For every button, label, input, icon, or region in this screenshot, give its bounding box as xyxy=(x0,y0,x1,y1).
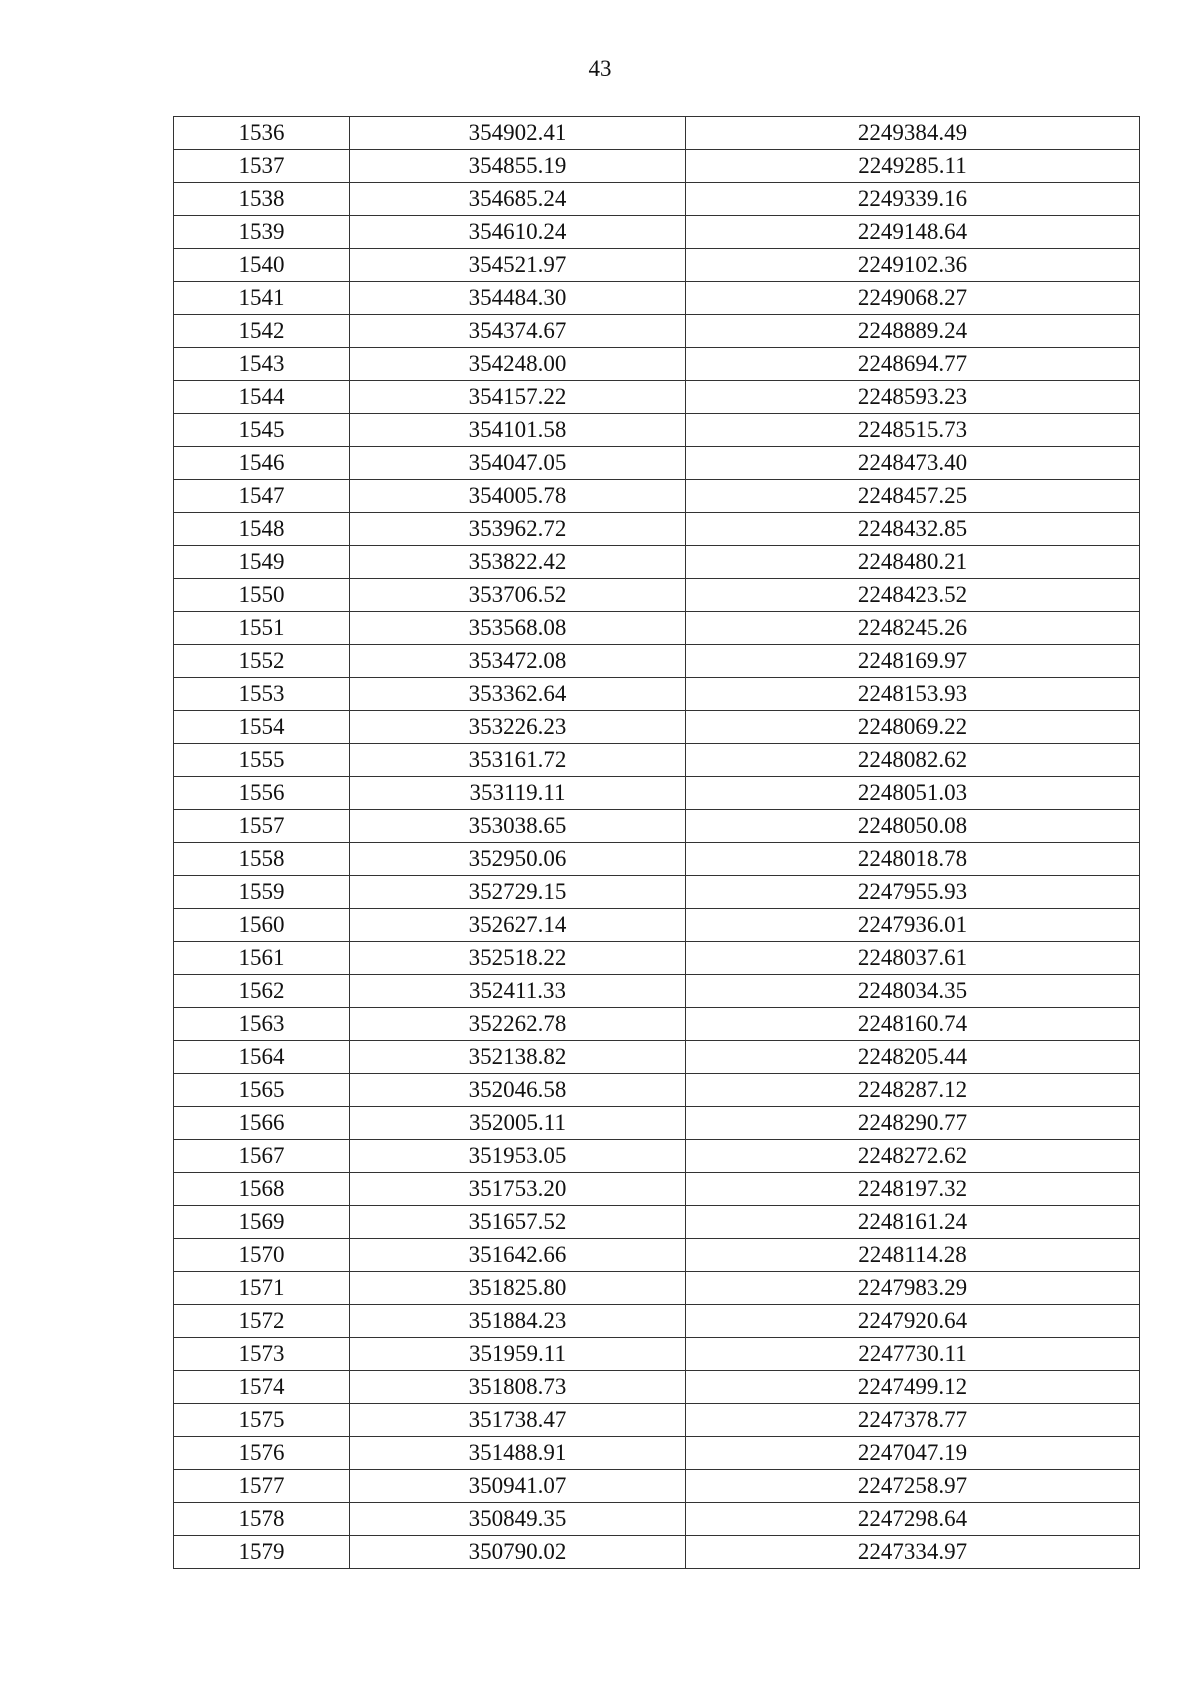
point-number-cell: 1578 xyxy=(174,1503,350,1536)
x-coordinate-cell: 351884.23 xyxy=(350,1305,686,1338)
point-number-cell: 1560 xyxy=(174,909,350,942)
coordinates-table xyxy=(173,116,1140,1569)
x-coordinate-cell: 352729.15 xyxy=(350,876,686,909)
table-row xyxy=(174,546,1140,579)
y-coordinate-cell: 2247730.11 xyxy=(686,1338,1140,1371)
x-coordinate-cell: 352138.82 xyxy=(350,1041,686,1074)
y-coordinate-cell: 2247258.97 xyxy=(686,1470,1140,1503)
x-coordinate-cell: 354610.24 xyxy=(350,216,686,249)
table-row xyxy=(174,348,1140,381)
point-number-cell: 1574 xyxy=(174,1371,350,1404)
x-coordinate-cell: 351959.11 xyxy=(350,1338,686,1371)
table-row xyxy=(174,1503,1140,1536)
y-coordinate-cell: 2248272.62 xyxy=(686,1140,1140,1173)
table-row xyxy=(174,381,1140,414)
table-row xyxy=(174,1239,1140,1272)
y-coordinate-cell: 2247334.97 xyxy=(686,1536,1140,1569)
y-coordinate-cell: 2248034.35 xyxy=(686,975,1140,1008)
y-coordinate-cell: 2247955.93 xyxy=(686,876,1140,909)
x-coordinate-cell: 352005.11 xyxy=(350,1107,686,1140)
point-number-cell: 1537 xyxy=(174,150,350,183)
table-row xyxy=(174,1470,1140,1503)
point-number-cell: 1576 xyxy=(174,1437,350,1470)
y-coordinate-cell: 2248593.23 xyxy=(686,381,1140,414)
point-number-cell: 1541 xyxy=(174,282,350,315)
table-row xyxy=(174,216,1140,249)
x-coordinate-cell: 353472.08 xyxy=(350,645,686,678)
table-row xyxy=(174,282,1140,315)
y-coordinate-cell: 2248051.03 xyxy=(686,777,1140,810)
point-number-cell: 1566 xyxy=(174,1107,350,1140)
x-coordinate-cell: 351657.52 xyxy=(350,1206,686,1239)
x-coordinate-cell: 353706.52 xyxy=(350,579,686,612)
y-coordinate-cell: 2248432.85 xyxy=(686,513,1140,546)
table-row xyxy=(174,678,1140,711)
x-coordinate-cell: 353568.08 xyxy=(350,612,686,645)
y-coordinate-cell: 2247047.19 xyxy=(686,1437,1140,1470)
x-coordinate-cell: 350941.07 xyxy=(350,1470,686,1503)
y-coordinate-cell: 2248694.77 xyxy=(686,348,1140,381)
point-number-cell: 1561 xyxy=(174,942,350,975)
y-coordinate-cell: 2247298.64 xyxy=(686,1503,1140,1536)
point-number-cell: 1567 xyxy=(174,1140,350,1173)
y-coordinate-cell: 2248205.44 xyxy=(686,1041,1140,1074)
y-coordinate-cell: 2247983.29 xyxy=(686,1272,1140,1305)
table-row xyxy=(174,414,1140,447)
table-row xyxy=(174,117,1140,150)
point-number-cell: 1563 xyxy=(174,1008,350,1041)
x-coordinate-cell: 350849.35 xyxy=(350,1503,686,1536)
point-number-cell: 1577 xyxy=(174,1470,350,1503)
table-row xyxy=(174,579,1140,612)
y-coordinate-cell: 2248480.21 xyxy=(686,546,1140,579)
x-coordinate-cell: 354374.67 xyxy=(350,315,686,348)
point-number-cell: 1544 xyxy=(174,381,350,414)
point-number-cell: 1543 xyxy=(174,348,350,381)
point-number-cell: 1569 xyxy=(174,1206,350,1239)
point-number-cell: 1557 xyxy=(174,810,350,843)
x-coordinate-cell: 351488.91 xyxy=(350,1437,686,1470)
table-row xyxy=(174,645,1140,678)
point-number-cell: 1571 xyxy=(174,1272,350,1305)
table-row xyxy=(174,513,1140,546)
x-coordinate-cell: 352411.33 xyxy=(350,975,686,1008)
y-coordinate-cell: 2249148.64 xyxy=(686,216,1140,249)
table-row xyxy=(174,1107,1140,1140)
table-row xyxy=(174,1371,1140,1404)
y-coordinate-cell: 2249068.27 xyxy=(686,282,1140,315)
table-row xyxy=(174,1536,1140,1569)
point-number-cell: 1564 xyxy=(174,1041,350,1074)
x-coordinate-cell: 352627.14 xyxy=(350,909,686,942)
table-row xyxy=(174,612,1140,645)
point-number-cell: 1545 xyxy=(174,414,350,447)
table-row xyxy=(174,315,1140,348)
point-number-cell: 1552 xyxy=(174,645,350,678)
x-coordinate-cell: 354248.00 xyxy=(350,348,686,381)
y-coordinate-cell: 2247499.12 xyxy=(686,1371,1140,1404)
point-number-cell: 1575 xyxy=(174,1404,350,1437)
table-row xyxy=(174,1305,1140,1338)
table-row xyxy=(174,1404,1140,1437)
table-row xyxy=(174,1338,1140,1371)
table-row xyxy=(174,1140,1140,1173)
y-coordinate-cell: 2248153.93 xyxy=(686,678,1140,711)
point-number-cell: 1551 xyxy=(174,612,350,645)
y-coordinate-cell: 2248169.97 xyxy=(686,645,1140,678)
y-coordinate-cell: 2249102.36 xyxy=(686,249,1140,282)
x-coordinate-cell: 353161.72 xyxy=(350,744,686,777)
y-coordinate-cell: 2248197.32 xyxy=(686,1173,1140,1206)
table-row xyxy=(174,711,1140,744)
x-coordinate-cell: 351642.66 xyxy=(350,1239,686,1272)
table-row xyxy=(174,975,1140,1008)
x-coordinate-cell: 354902.41 xyxy=(350,117,686,150)
table-row xyxy=(174,942,1140,975)
y-coordinate-cell: 2248082.62 xyxy=(686,744,1140,777)
x-coordinate-cell: 353822.42 xyxy=(350,546,686,579)
x-coordinate-cell: 354005.78 xyxy=(350,480,686,513)
x-coordinate-cell: 352518.22 xyxy=(350,942,686,975)
x-coordinate-cell: 351953.05 xyxy=(350,1140,686,1173)
point-number-cell: 1570 xyxy=(174,1239,350,1272)
point-number-cell: 1562 xyxy=(174,975,350,1008)
point-number-cell: 1550 xyxy=(174,579,350,612)
table-row xyxy=(174,810,1140,843)
y-coordinate-cell: 2249339.16 xyxy=(686,183,1140,216)
table-row xyxy=(174,447,1140,480)
table-row xyxy=(174,1272,1140,1305)
x-coordinate-cell: 352046.58 xyxy=(350,1074,686,1107)
table-row xyxy=(174,744,1140,777)
y-coordinate-cell: 2248161.24 xyxy=(686,1206,1140,1239)
point-number-cell: 1542 xyxy=(174,315,350,348)
table-row xyxy=(174,909,1140,942)
point-number-cell: 1572 xyxy=(174,1305,350,1338)
x-coordinate-cell: 354484.30 xyxy=(350,282,686,315)
y-coordinate-cell: 2248037.61 xyxy=(686,942,1140,975)
table-row xyxy=(174,1437,1140,1470)
table-row xyxy=(174,1173,1140,1206)
point-number-cell: 1559 xyxy=(174,876,350,909)
x-coordinate-cell: 353362.64 xyxy=(350,678,686,711)
point-number-cell: 1536 xyxy=(174,117,350,150)
x-coordinate-cell: 353038.65 xyxy=(350,810,686,843)
point-number-cell: 1573 xyxy=(174,1338,350,1371)
y-coordinate-cell: 2248473.40 xyxy=(686,447,1140,480)
table-row xyxy=(174,1206,1140,1239)
y-coordinate-cell: 2247920.64 xyxy=(686,1305,1140,1338)
table-row xyxy=(174,249,1140,282)
y-coordinate-cell: 2248018.78 xyxy=(686,843,1140,876)
x-coordinate-cell: 351753.20 xyxy=(350,1173,686,1206)
y-coordinate-cell: 2248457.25 xyxy=(686,480,1140,513)
x-coordinate-cell: 353119.11 xyxy=(350,777,686,810)
y-coordinate-cell: 2248114.28 xyxy=(686,1239,1140,1272)
point-number-cell: 1548 xyxy=(174,513,350,546)
x-coordinate-cell: 354685.24 xyxy=(350,183,686,216)
y-coordinate-cell: 2248069.22 xyxy=(686,711,1140,744)
coordinates-table-body xyxy=(174,117,1140,1569)
table-row xyxy=(174,1008,1140,1041)
point-number-cell: 1568 xyxy=(174,1173,350,1206)
y-coordinate-cell: 2248050.08 xyxy=(686,810,1140,843)
y-coordinate-cell: 2248160.74 xyxy=(686,1008,1140,1041)
x-coordinate-cell: 354157.22 xyxy=(350,381,686,414)
point-number-cell: 1554 xyxy=(174,711,350,744)
point-number-cell: 1565 xyxy=(174,1074,350,1107)
x-coordinate-cell: 352262.78 xyxy=(350,1008,686,1041)
table-row xyxy=(174,150,1140,183)
y-coordinate-cell: 2247378.77 xyxy=(686,1404,1140,1437)
point-number-cell: 1555 xyxy=(174,744,350,777)
x-coordinate-cell: 351825.80 xyxy=(350,1272,686,1305)
table-row xyxy=(174,1041,1140,1074)
y-coordinate-cell: 2248245.26 xyxy=(686,612,1140,645)
point-number-cell: 1540 xyxy=(174,249,350,282)
point-number-cell: 1547 xyxy=(174,480,350,513)
point-number-cell: 1553 xyxy=(174,678,350,711)
table-row xyxy=(174,183,1140,216)
x-coordinate-cell: 351738.47 xyxy=(350,1404,686,1437)
y-coordinate-cell: 2249285.11 xyxy=(686,150,1140,183)
point-number-cell: 1579 xyxy=(174,1536,350,1569)
y-coordinate-cell: 2248287.12 xyxy=(686,1074,1140,1107)
table-row xyxy=(174,480,1140,513)
point-number-cell: 1538 xyxy=(174,183,350,216)
y-coordinate-cell: 2247936.01 xyxy=(686,909,1140,942)
page-number: 43 xyxy=(588,56,612,81)
table-row xyxy=(174,876,1140,909)
y-coordinate-cell: 2249384.49 xyxy=(686,117,1140,150)
y-coordinate-cell: 2248290.77 xyxy=(686,1107,1140,1140)
table-row xyxy=(174,1074,1140,1107)
x-coordinate-cell: 353962.72 xyxy=(350,513,686,546)
x-coordinate-cell: 354047.05 xyxy=(350,447,686,480)
table-row xyxy=(174,843,1140,876)
y-coordinate-cell: 2248515.73 xyxy=(686,414,1140,447)
point-number-cell: 1546 xyxy=(174,447,350,480)
y-coordinate-cell: 2248423.52 xyxy=(686,579,1140,612)
x-coordinate-cell: 351808.73 xyxy=(350,1371,686,1404)
point-number-cell: 1549 xyxy=(174,546,350,579)
table-row xyxy=(174,777,1140,810)
x-coordinate-cell: 353226.23 xyxy=(350,711,686,744)
point-number-cell: 1556 xyxy=(174,777,350,810)
x-coordinate-cell: 352950.06 xyxy=(350,843,686,876)
y-coordinate-cell: 2248889.24 xyxy=(686,315,1140,348)
point-number-cell: 1539 xyxy=(174,216,350,249)
x-coordinate-cell: 350790.02 xyxy=(350,1536,686,1569)
x-coordinate-cell: 354521.97 xyxy=(350,249,686,282)
point-number-cell: 1558 xyxy=(174,843,350,876)
x-coordinate-cell: 354101.58 xyxy=(350,414,686,447)
x-coordinate-cell: 354855.19 xyxy=(350,150,686,183)
